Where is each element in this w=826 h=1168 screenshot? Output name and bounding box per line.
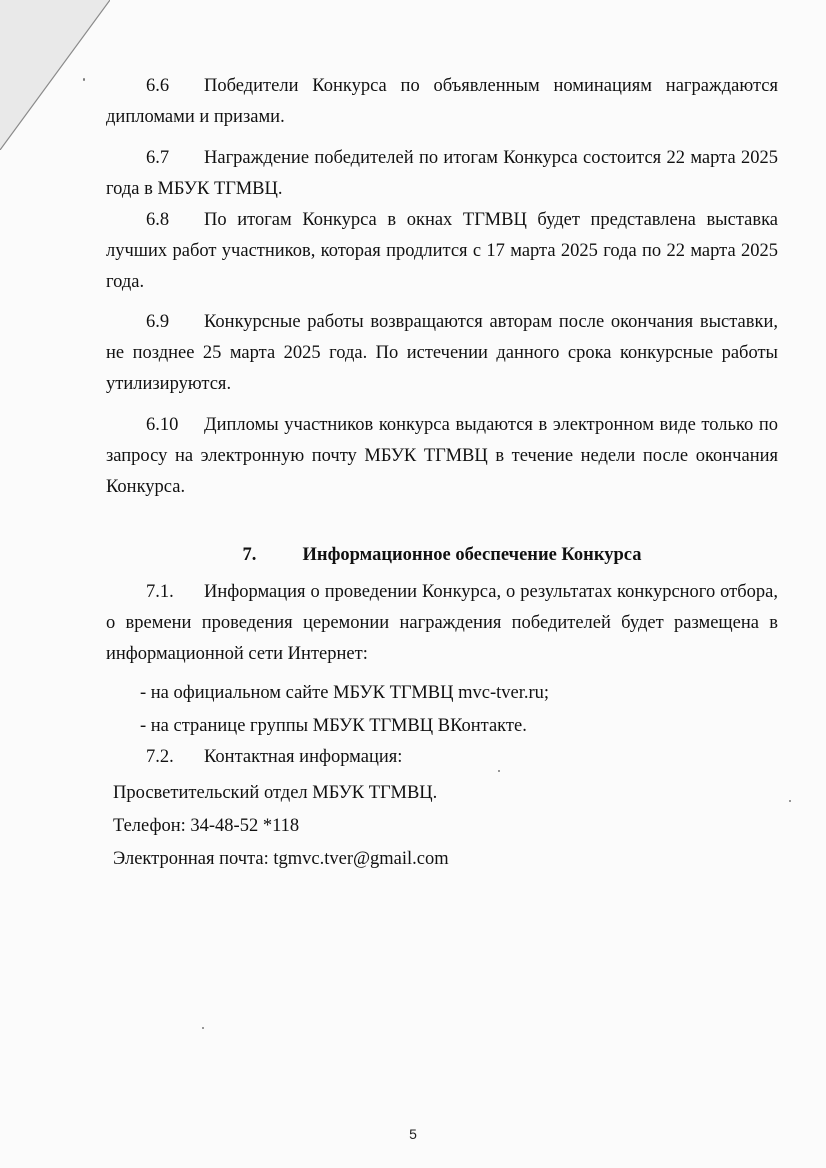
paragraph-7-2	[106, 742, 402, 773]
clause-number: 6.8	[146, 210, 170, 230]
clause-number: 7.1.	[146, 582, 174, 602]
scan-speck	[789, 800, 791, 802]
paragraph-6-9	[106, 307, 778, 400]
section-title: Информационное обеспечение Конкурса	[302, 545, 642, 565]
list-item-website: - на официальном сайте МБУК ТГМВЦ mvc-tver.ru;	[140, 683, 550, 703]
paragraph-6-10	[106, 410, 778, 503]
clause-text: По итогам Конкурса в окнах ТГМВЦ будет представлена выставка лучших работ участников, которая продлится с 17 марта 2025 года по 22 марта 2025 года.	[106, 210, 778, 292]
clause-text: Награждение победителей по итогам Конкурса состоится 22 марта 2025 года в МБУК ТГМВЦ.	[106, 148, 778, 199]
paragraph-6-7	[106, 143, 778, 205]
list-item-vkontakte: - на странице группы МБУК ТГМВЦ ВКонтакте.	[140, 716, 527, 736]
paragraph-6-8	[106, 205, 778, 298]
paragraph-7-1	[106, 577, 778, 670]
scan-speck	[498, 770, 500, 772]
contact-department: Просветительский отдел МБУК ТГМВЦ.	[113, 783, 438, 803]
clause-number: 6.10	[146, 415, 179, 435]
clause-number: 6.6	[146, 76, 170, 96]
clause-text: Информация о проведении Конкурса, о результатах конкурсного отбора, о времени проведения церемонии награждения победителей будет размещена в информационной сети Интернет:	[106, 582, 778, 664]
page-number: 5	[409, 1126, 417, 1142]
section-7-heading	[106, 540, 778, 571]
clause-number: 6.7	[146, 148, 170, 168]
section-number: 7.	[242, 545, 257, 565]
clause-text: Конкурсные работы возвращаются авторам после окончания выставки, не позднее 25 марта 2025 года. По истечении данного срока конкурсные работы утилизируются.	[106, 312, 778, 394]
clause-text: Победители Конкурса по объявленным номинациям награждаются дипломами и призами.	[106, 76, 778, 127]
contact-phone: Телефон: 34-48-52 *118	[113, 816, 300, 836]
clause-text: Дипломы участников конкурса выдаются в электронном виде только по запросу на электронную почту МБУК ТГМВЦ в течение недели после окончания Конкурса.	[106, 415, 778, 497]
clause-number: 7.2.	[146, 747, 174, 767]
scan-speck	[202, 1027, 204, 1029]
clause-text: Контактная информация:	[204, 747, 403, 767]
contact-email: Электронная почта: tgmvc.tver@gmail.com	[113, 849, 449, 869]
scan-speck	[83, 78, 85, 81]
clause-number: 6.9	[146, 312, 170, 332]
paragraph-6-6	[106, 71, 778, 133]
